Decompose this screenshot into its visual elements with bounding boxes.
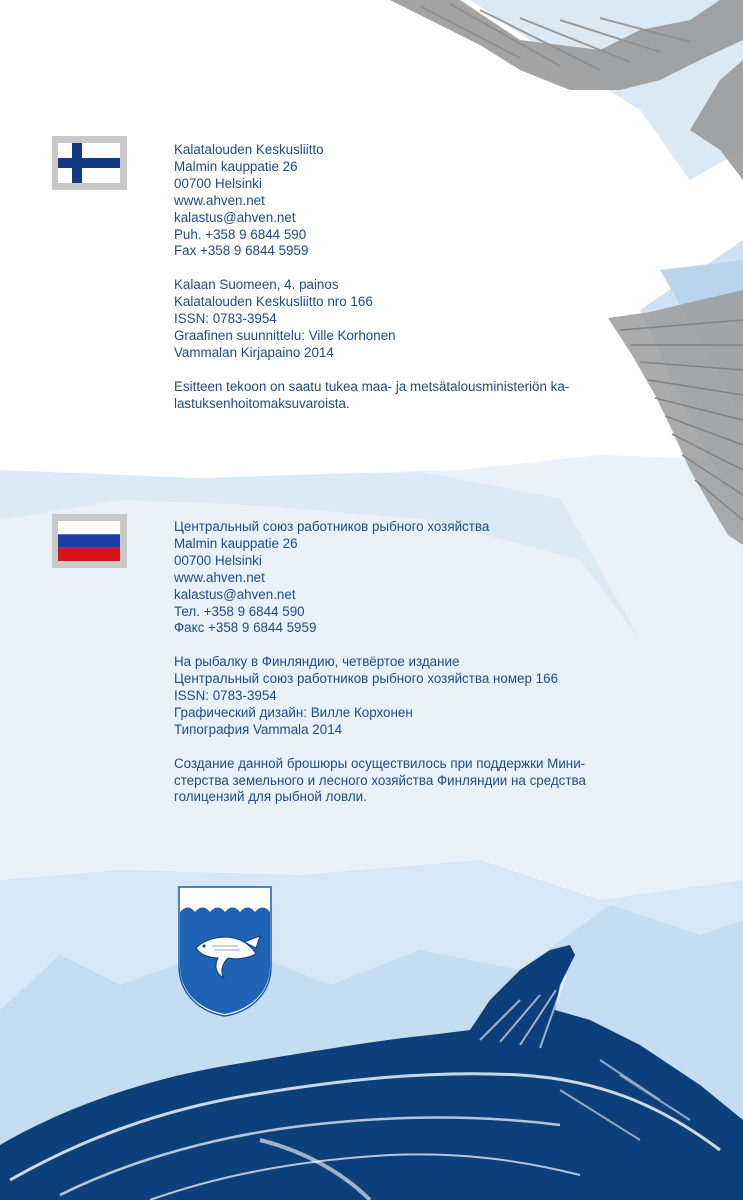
street-address: Malmin kauppatie 26 <box>174 535 298 551</box>
email-link[interactable]: kalastus@ahven.net <box>174 209 296 225</box>
publication-title: На рыбалку в Финляндию, четвёртое издание <box>174 654 460 670</box>
postal-address: 00700 Helsinki <box>174 552 262 568</box>
funding-note-line: Создание данной брошюры осуществилось при поддержки Мини- <box>174 755 586 771</box>
street-address: Malmin kauppatie 26 <box>174 158 298 174</box>
postal-address: 00700 Helsinki <box>174 175 262 191</box>
fish-crest-icon <box>178 886 272 1018</box>
funding-note-line: стерства земельного и лесного хозяйства Финляндии на средства <box>174 772 586 788</box>
funding-note-line: lastuksenhoitomaksuvaroista. <box>174 395 350 411</box>
website-link[interactable]: www.ahven.net <box>174 192 265 208</box>
org-name: Центральный союз работников рыбного хозяйства <box>174 519 490 534</box>
phone-number: Тел. +358 9 6844 590 <box>174 603 305 619</box>
design-credit: Графический дизайн: Вилле Корхонен <box>174 704 413 720</box>
design-credit: Graafinen suunnittelu: Ville Korhonen <box>174 327 396 343</box>
phone-number: Puh. +358 9 6844 590 <box>174 226 307 242</box>
finnish-section <box>174 142 569 412</box>
publication-number: Kalatalouden Keskusliitto nro 166 <box>174 294 373 310</box>
finland-flag-icon <box>52 136 127 190</box>
printer-credit: Vammalan Kirjapaino 2014 <box>174 344 334 360</box>
funding-note-line: Esitteen tekoon on saatu tukea maa- ja metsätalousministeriön ka- <box>174 378 570 394</box>
fax-number: Факс +358 9 6844 5959 <box>174 620 317 636</box>
website-link[interactable]: www.ahven.net <box>174 569 265 585</box>
publication-title: Kalaan Suomeen, 4. painos <box>174 277 339 293</box>
email-link[interactable]: kalastus@ahven.net <box>174 586 296 602</box>
fax-number: Fax +358 9 6844 5959 <box>174 243 309 259</box>
printer-credit: Типография Vammala 2014 <box>174 721 343 737</box>
russian-section <box>174 519 586 806</box>
funding-note-line: голицензий для рыбной ловли. <box>174 789 367 805</box>
issn: ISSN: 0783-3954 <box>174 311 277 327</box>
russia-flag-icon <box>52 514 127 568</box>
issn: ISSN: 0783-3954 <box>174 688 277 704</box>
publication-number: Центральный союз работников рыбного хозяйства номер 166 <box>174 671 559 687</box>
org-name: Kalatalouden Keskusliitto <box>174 142 324 157</box>
